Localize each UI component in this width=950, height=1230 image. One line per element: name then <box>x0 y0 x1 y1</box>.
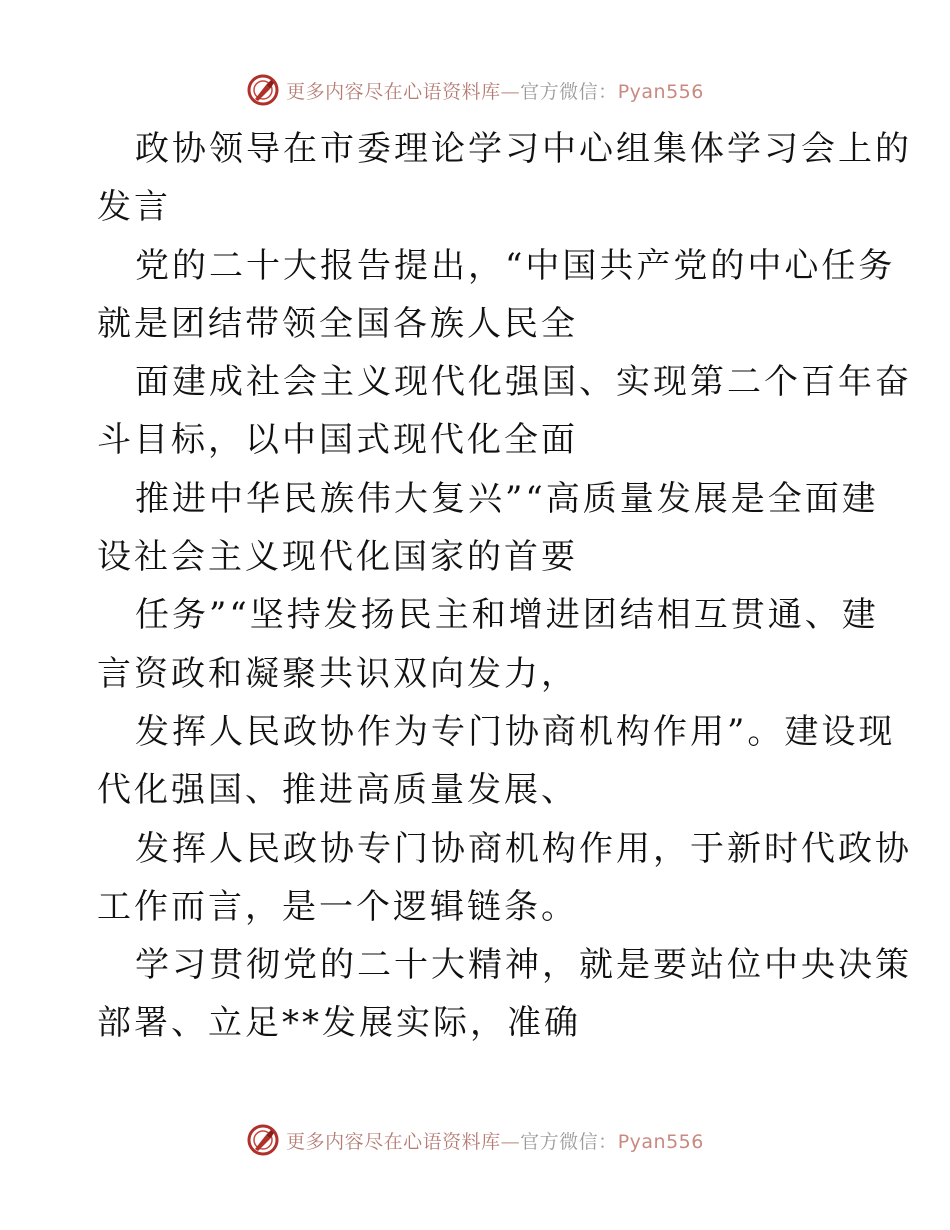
text-line: 设社会主义现代化国家的首要 <box>97 537 578 578</box>
watermark-site: 更多内容尽在心语资料库 <box>286 80 501 103</box>
text-line: 部署、立足**发展实际，准确 <box>97 1003 581 1044</box>
text-line: 代化强国、推进高质量发展、 <box>97 770 578 811</box>
header-watermark <box>0 70 950 110</box>
text-line: 斗目标，以中国式现代化全面 <box>97 420 578 461</box>
text-line: 言资政和凝聚共识双向发力， <box>97 653 578 694</box>
text-line: 发挥人民政协专门协商机构作用，于新时代政协 <box>135 828 912 869</box>
red-pen-nib-logo-icon <box>246 1123 280 1157</box>
watermark-wechat-label: 官方微信： <box>520 80 618 103</box>
red-pen-nib-logo-icon <box>246 73 280 107</box>
text-line: 学习贯彻党的二十大精神，就是要站位中央决策 <box>135 945 912 986</box>
text-line: 就是团结带领全国各族人民全 <box>97 303 578 344</box>
footer-watermark <box>0 1120 950 1160</box>
text-line: 发挥人民政协作为专门协商机构作用”。建设现 <box>135 711 896 752</box>
text-line: 面建成社会主义现代化强国、实现第二个百年奋 <box>135 362 912 403</box>
watermark-site: 更多内容尽在心语资料库 <box>286 1130 501 1153</box>
watermark-dash: — <box>500 80 521 103</box>
text-line: 发言 <box>97 187 171 228</box>
text-line: 党的二十大报告提出，“中国共产党的中心任务 <box>135 245 896 286</box>
document-body <box>97 120 912 1053</box>
watermark-wechat-id: Pyan556 <box>617 1130 704 1153</box>
text-line: 政协领导在市委理论学习中心组集体学习会上的 <box>135 129 912 169</box>
watermark-dash: — <box>500 1130 521 1153</box>
watermark-wechat-label: 官方微信： <box>520 1130 618 1153</box>
watermark-text <box>286 1127 704 1154</box>
watermark-text <box>286 77 704 104</box>
text-line: 推进中华民族伟大复兴”“高质量发展是全面建 <box>135 478 879 519</box>
text-line: 任务”“坚持发扬民主和增进团结相互贯通、建 <box>135 595 879 636</box>
watermark-wechat-id: Pyan556 <box>617 80 704 103</box>
text-line: 工作而言，是一个逻辑链条。 <box>97 886 578 927</box>
